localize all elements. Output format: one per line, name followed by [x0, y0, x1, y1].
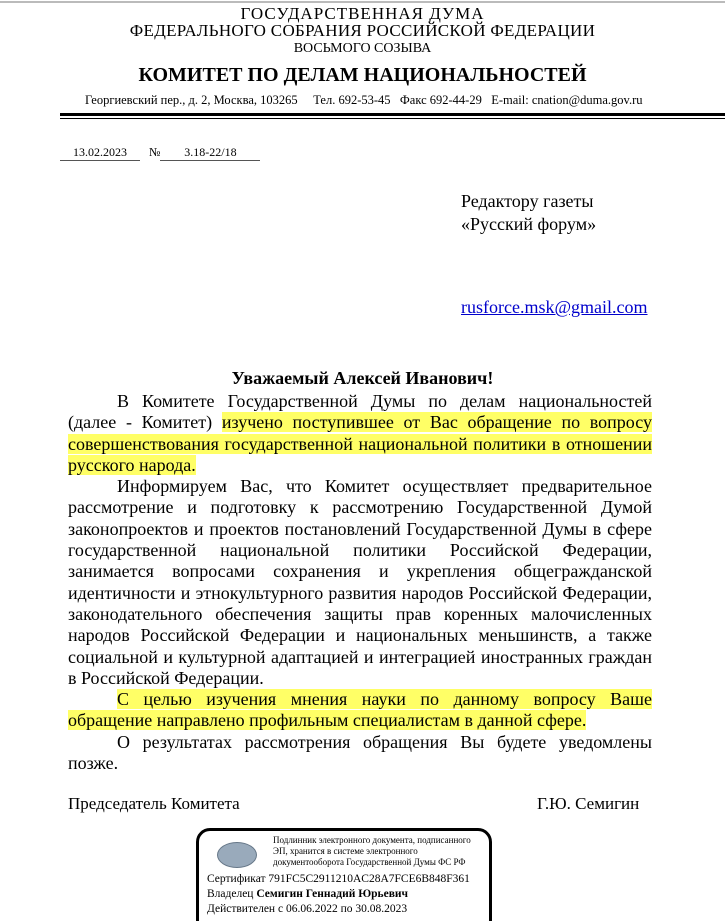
cert-value: 791FC5C2911210AC28A7FCE6B848F361: [268, 873, 470, 885]
duma-emblem-icon: [217, 842, 257, 868]
stamp-validity: Действителен с 06.06.2022 по 30.08.2023: [207, 903, 408, 915]
paragraph: [68, 732, 652, 775]
signatory-name: Г.Ю. Семигин: [537, 794, 640, 813]
letterhead-line2: ФЕДЕРАЛЬНОГО СОБРАНИЯ РОССИЙСКОЙ ФЕДЕРАЦИИ: [129, 21, 596, 40]
paragraph: [68, 391, 652, 476]
reg-date: 13.02.2023: [60, 145, 140, 161]
stamp-owner: [207, 887, 408, 901]
paragraph: [68, 476, 652, 689]
letterhead-line1: ГОСУДАРСТВЕННАЯ ДУМА: [240, 4, 485, 23]
stamp-text: Подлинник электронного документа, подписанного ЭП, хранится в системе электронного документооборота Государственной Думы ФС РФ: [273, 835, 471, 867]
text: В Комитете Государственной Думы по делам национальностей (далее - Комитет): [68, 391, 652, 433]
letterhead-line3: ВОСЬМОГО СОЗЫВА: [293, 41, 432, 56]
addressee: [461, 190, 596, 236]
owner-value: Семигин Геннадий Юрьевич: [256, 888, 409, 900]
committee-name: КОМИТЕТ ПО ДЕЛАМ НАЦИОНАЛЬНОСТЕЙ: [138, 64, 587, 86]
signatory-role: Председатель Комитета: [68, 794, 240, 813]
letter-body: [68, 391, 652, 774]
addressee-line1: Редактору газеты: [461, 191, 594, 211]
cert-label: Сертификат: [207, 873, 266, 885]
greeting: Уважаемый Алексей Иванович!: [231, 368, 494, 388]
reg-number-label: №: [149, 145, 161, 159]
highlighted-text: изучено поступившее от Вас обращение по вопросу совершенствования государственной национальной политики в отношении русского народа.: [68, 412, 652, 475]
text: Информируем Вас, что Комитет осуществляет предварительное рассмотрение и подготовку к рассмотрению Государственной Думой законопроектов и проектов постановлений Государственной Думы в сфере государственной национальной политики Российской Федерации, занимается вопросами сохранения и укрепления общегражданской идентичности и этнокультурного развития народов Российской Федерации, законодательного обеспечения защиты прав коренных малочисленных народов Российской Федерации и национальных меньшинств, а также социальной и культурной адаптацией и интеграцией иностранных граждан в Российской Федерации.: [68, 476, 652, 688]
stamp-certificate: [207, 872, 470, 886]
reg-number: 3.18-22/18: [160, 145, 260, 161]
owner-label: Владелец: [207, 888, 254, 900]
committee-address: Георгиевский пер., д. 2, Москва, 103265 Тел. 692-53-45 Факс 692-44-29 E-mail: cnation@duma.gov.ru: [85, 93, 643, 107]
electronic-signature-stamp: [196, 828, 492, 921]
addressee-email-link[interactable]: rusforce.msk@gmail.com: [461, 297, 648, 317]
header-rule-thin: [60, 118, 725, 119]
top-border: [0, 1, 725, 3]
text: О результатах рассмотрения обращения Вы будете уведомлены позже.: [68, 731, 652, 774]
highlighted-text: С целью изучения мнения науки по данному вопросу Ваше обращение направлено профильным специалистам в данной сфере.: [68, 689, 652, 731]
addressee-line2: «Русский форум»: [461, 214, 597, 234]
registration-line: [60, 145, 260, 161]
paragraph: [68, 689, 652, 732]
header-rule: [60, 113, 725, 116]
